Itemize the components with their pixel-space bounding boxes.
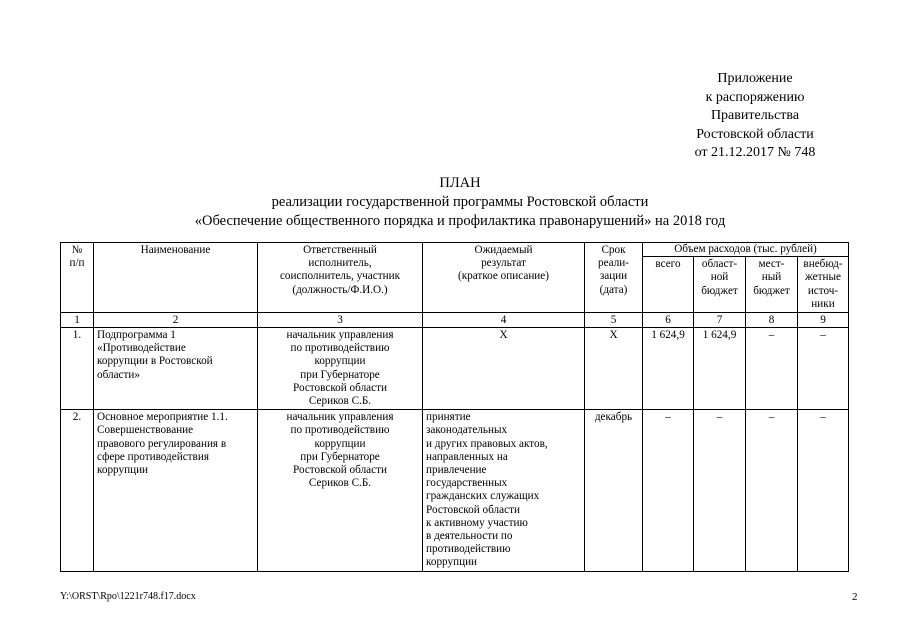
row-result: Х [423, 328, 585, 410]
plan-title [60, 174, 860, 231]
row-regional: 1 624,9 [694, 328, 746, 410]
column-number-row [61, 313, 849, 328]
row-responsible: начальник управления по противодействию коррупции при Губернаторе Ростовской области Сериков С.Б. [258, 410, 423, 571]
header-term: Срок реали- зации (дата) [585, 243, 643, 313]
column-number: 9 [798, 313, 849, 328]
row-responsible: начальник управления по противодействию коррупции при Губернаторе Ростовской области Сериков С.Б. [258, 328, 423, 410]
row-name: Основное мероприятие 1.1. Совершенствование правового регулирования в сфере противодействия коррупции [94, 410, 258, 571]
row-regional: – [694, 410, 746, 571]
header-responsible: Ответственный исполнитель, соисполнитель, участник (должность/Ф.И.О.) [258, 243, 423, 313]
header-total: всего [643, 257, 694, 313]
column-number: 8 [746, 313, 798, 328]
appendix-line: от 21.12.2017 № 748 [694, 145, 816, 160]
appendix-line: Ростовской области [696, 126, 814, 142]
column-number: 7 [694, 313, 746, 328]
row-term: Х [585, 328, 643, 410]
table-row [61, 410, 849, 571]
row-result: принятие законодательных и других правовых актов, направленных на привлечение государственных гражданских служащих Ростовской области к активному участию в деятельности по противодействию коррупции [423, 410, 585, 571]
header-num: № п/п [61, 243, 94, 313]
column-number: 4 [423, 313, 585, 328]
column-number: 6 [643, 313, 694, 328]
title-line: ПЛАН [439, 175, 481, 191]
row-total: – [643, 410, 694, 571]
appendix-line: Правительства [710, 108, 800, 123]
row-num: 2. [61, 410, 94, 571]
column-number: 1 [61, 313, 94, 328]
row-offbudget: – [798, 410, 849, 571]
page-number: 2 [852, 591, 858, 603]
header-name: Наименование [94, 243, 258, 313]
header-result: Ожидаемый результат (краткое описание) [423, 243, 585, 313]
row-offbudget: – [798, 328, 849, 410]
row-term: декабрь [585, 410, 643, 571]
header-offbudget: внебюд- жетные источ- ники [798, 257, 849, 313]
row-total: 1 624,9 [643, 328, 694, 410]
row-local: – [746, 410, 798, 571]
header-expenses: Объем расходов (тыс. рублей) [643, 243, 849, 257]
plan-table [60, 242, 849, 572]
row-name: Подпрограмма 1 «Противодействие коррупции в Ростовской области» [94, 328, 258, 410]
appendix-block [640, 70, 870, 163]
column-number: 3 [258, 313, 423, 328]
title-line: «Обеспечение общественного порядка и профилактика правонарушений» на 2018 год [194, 213, 726, 229]
appendix-line: к распоряжению [705, 89, 805, 105]
column-number: 5 [585, 313, 643, 328]
row-local: – [746, 328, 798, 410]
title-line: реализации государственной программы Ростовской области [271, 194, 649, 210]
row-num: 1. [61, 328, 94, 410]
header-row [61, 243, 849, 257]
footer-file-path: Y:\ORST\Rpo\1221r748.f17.docx [60, 591, 196, 602]
column-number: 2 [94, 313, 258, 328]
appendix-line: Приложение [717, 71, 793, 86]
header-local: мест- ный бюджет [746, 257, 798, 313]
header-regional: област- ной бюджет [694, 257, 746, 313]
table-row [61, 328, 849, 410]
